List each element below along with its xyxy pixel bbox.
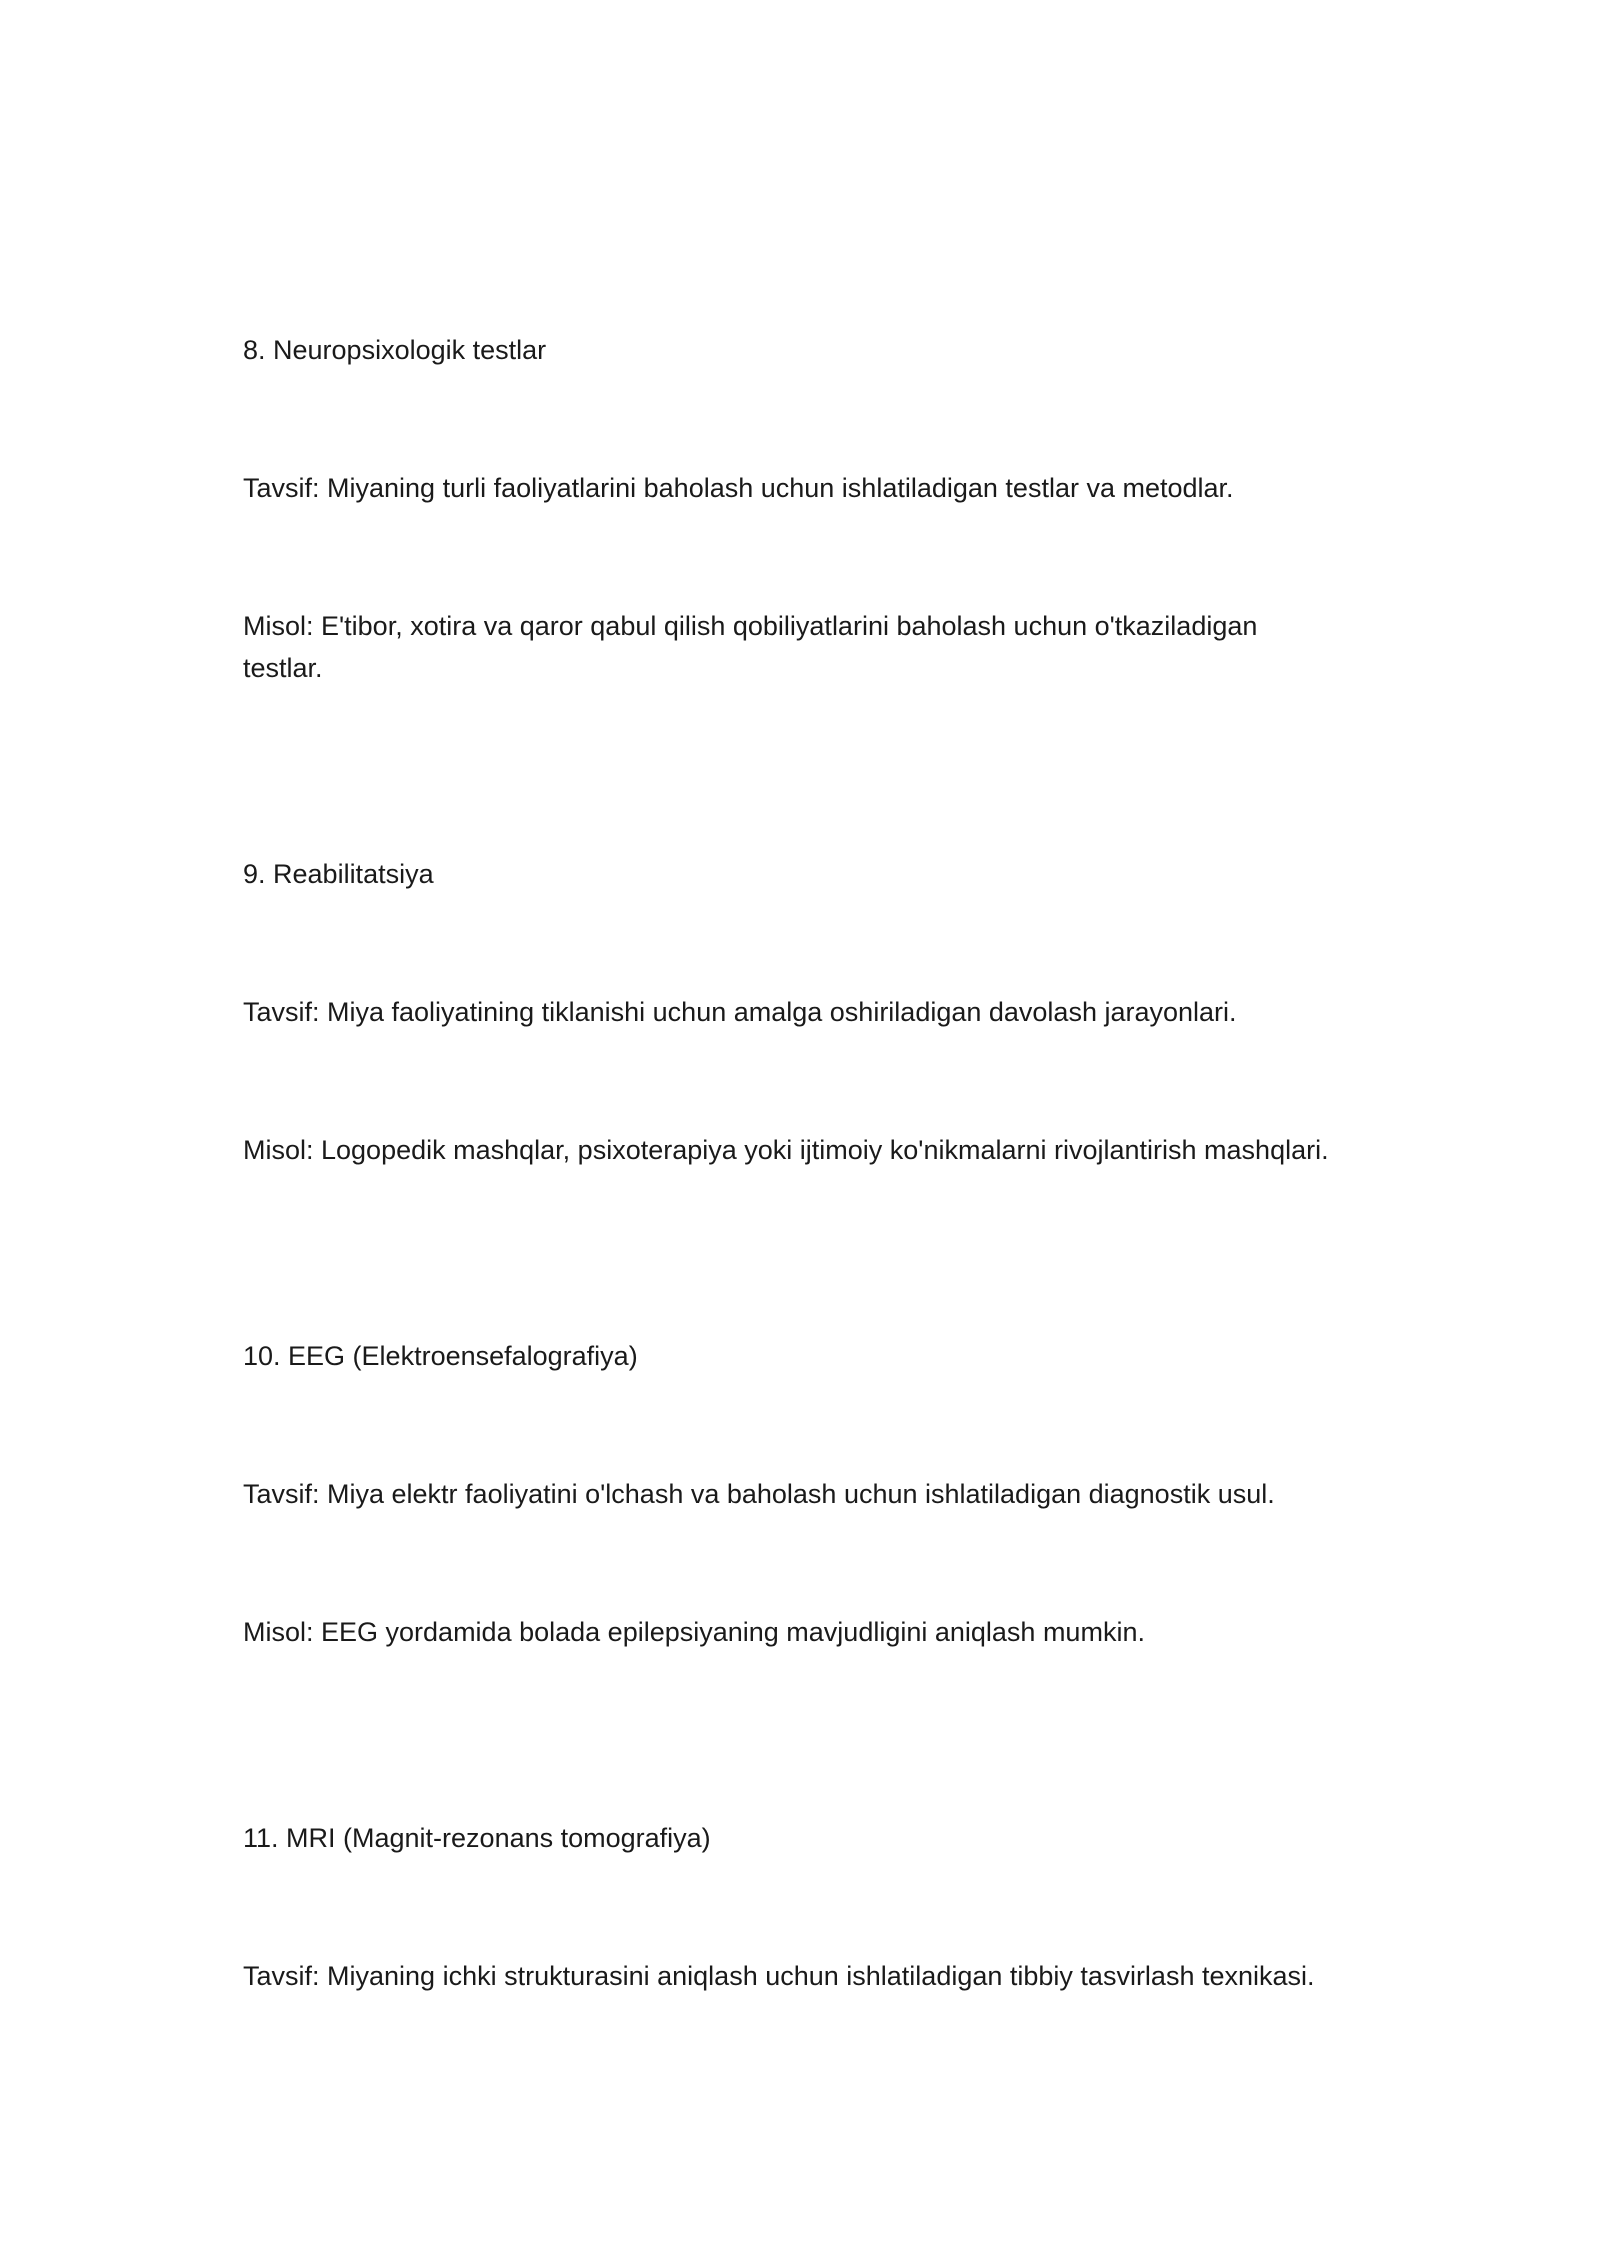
section-example: Misol: Logopedik mashqlar, psixoterapiya yoki ijtimoiy ko'nikmalarni rivojlantirish mashqlari. <box>243 1135 1329 1165</box>
section-heading: 11. MRI (Magnit-rezonans tomografiya) <box>243 1823 711 1853</box>
section-heading: 8. Neuropsixologik testlar <box>243 335 547 365</box>
section-description: Tavsif: Miya faoliyatining tiklanishi uchun amalga oshiriladigan davolash jarayonlari. <box>243 997 1237 1027</box>
section-description: Tavsif: Miyaning turli faoliyatlarini baholash uchun ishlatiladigan testlar va metodlar. <box>243 473 1234 503</box>
section-description: Tavsif: Miyaning ichki strukturasini aniqlash uchun ishlatiladigan tibbiy tasvirlash texnikasi. <box>243 1961 1315 1991</box>
section-heading: 9. Reabilitatsiya <box>243 859 434 889</box>
section-example: Misol: E'tibor, xotira va qaror qabul qilish qobiliyatlarini baholash uchun o'tkaziladigan testlar. <box>243 611 1258 683</box>
section-description: Tavsif: Miya elektr faoliyatini o'lchash va baholash uchun ishlatiladigan diagnostik usul. <box>243 1479 1275 1509</box>
section-example: Misol: EEG yordamida bolada epilepsiyaning mavjudligini aniqlash mumkin. <box>243 1617 1145 1647</box>
section-heading: 10. EEG (Elektroensefalografiya) <box>243 1341 638 1371</box>
